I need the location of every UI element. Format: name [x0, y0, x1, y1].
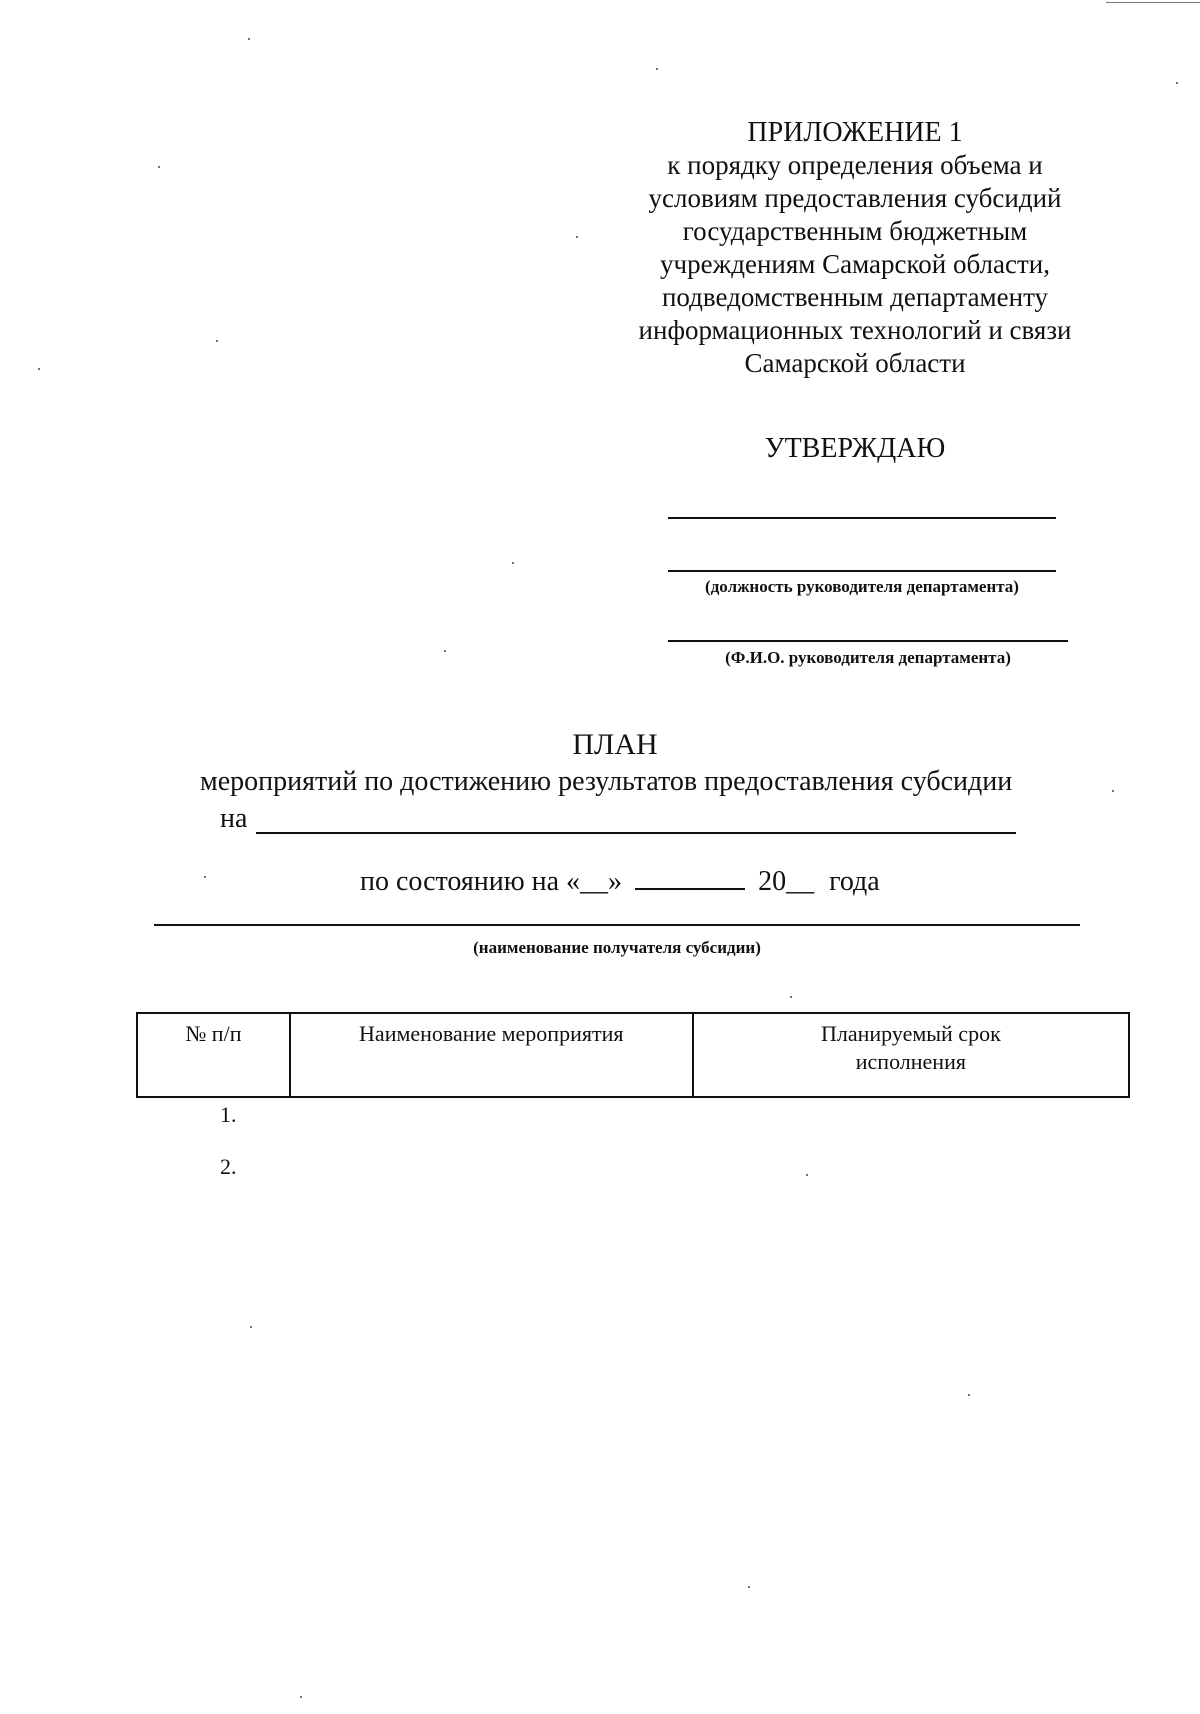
name-caption: (Ф.И.О. руководителя департамента) [725, 648, 1011, 667]
position-line [668, 570, 1056, 572]
scan-speck [1112, 790, 1114, 792]
plan-for-label: на [220, 803, 248, 834]
header-number: № п/п [137, 1013, 290, 1097]
recipient-line [154, 924, 1080, 926]
appendix-line: учреждениям Самарской области, [660, 249, 1050, 279]
scan-speck [806, 1174, 808, 1176]
scan-speck [250, 1326, 252, 1328]
status-year: 20__ [758, 866, 815, 897]
scan-speck [1176, 82, 1178, 84]
status-month-blank [635, 866, 745, 890]
appendix-line: Самарской области [744, 348, 966, 378]
plan-title: ПЛАН [572, 728, 658, 761]
status-line [360, 866, 880, 898]
header-event-name: Наименование мероприятия [290, 1013, 693, 1097]
table-header-row [137, 1013, 1129, 1097]
status-suffix: года [829, 866, 880, 897]
appendix-line: подведомственным департаменту [661, 282, 1049, 312]
scan-edge-mark [1106, 2, 1200, 3]
scan-speck [968, 1394, 970, 1396]
appendix-title: ПРИЛОЖЕНИЕ 1 [747, 117, 963, 148]
position-caption: (должность руководителя департамента) [705, 577, 1019, 596]
scan-speck [248, 38, 250, 40]
scan-speck [158, 166, 160, 168]
appendix-block [620, 116, 1090, 380]
scan-speck [656, 68, 658, 70]
plan-for-line [256, 832, 1016, 834]
approval-heading: УТВЕРЖДАЮ [764, 433, 946, 464]
plan-table [136, 1012, 1130, 1098]
scan-speck [300, 1696, 302, 1698]
scan-speck [204, 876, 206, 878]
header-deadline: Планируемый срок исполнения [693, 1013, 1129, 1097]
scan-speck [38, 368, 40, 370]
appendix-line: условиям предоставления субсидий [648, 183, 1062, 213]
appendix-line: информационных технологий и связи [638, 315, 1072, 345]
scan-speck [748, 1586, 750, 1588]
scan-speck [512, 562, 514, 564]
scan-speck [790, 996, 792, 998]
table-row-number: 1. [220, 1102, 237, 1127]
status-prefix: по состоянию на «__» [360, 866, 623, 897]
scan-speck [216, 340, 218, 342]
recipient-caption: (наименование получателя субсидии) [473, 938, 761, 957]
table-row-number: 2. [220, 1154, 237, 1179]
name-line [668, 640, 1068, 642]
signature-line [668, 517, 1056, 519]
scan-speck [576, 236, 578, 238]
scan-speck [444, 650, 446, 652]
appendix-line: к порядку определения объема и [667, 150, 1043, 180]
appendix-line: государственным бюджетным [682, 216, 1028, 246]
plan-subtitle: мероприятий по достижению результатов предоставления субсидии [200, 766, 1013, 797]
